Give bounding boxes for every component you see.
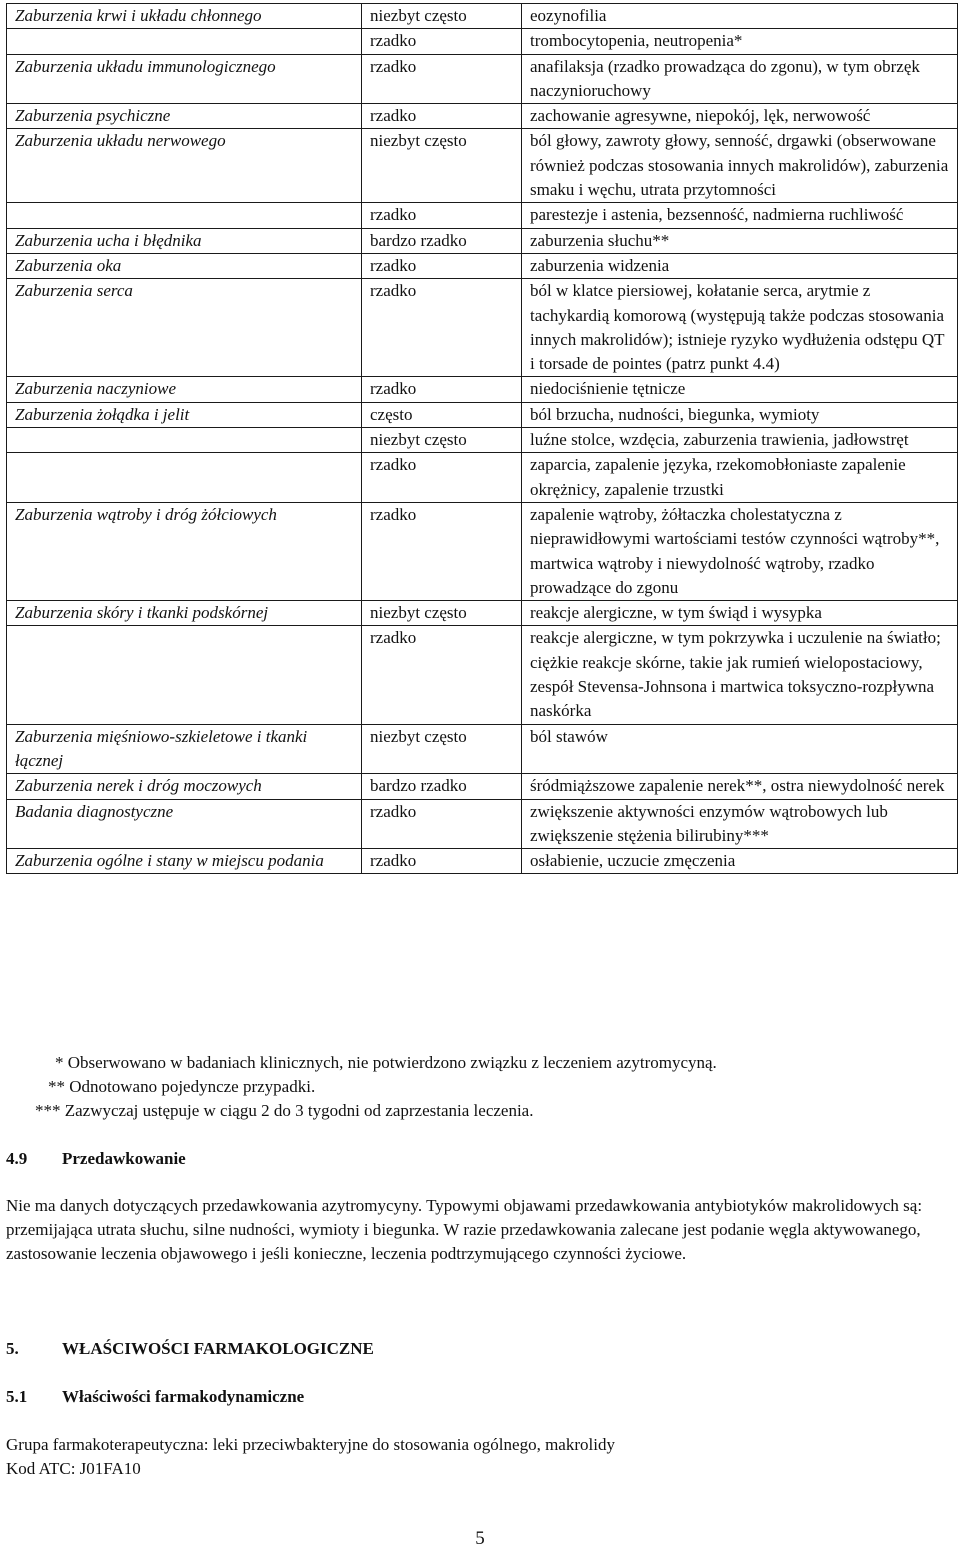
organ-class-cell: Zaburzenia układu immunologicznego <box>7 54 362 104</box>
section-number: 5.1 <box>6 1387 28 1406</box>
section-title: Właściwości farmakodynamiczne <box>62 1387 305 1406</box>
frequency-cell: rzadko <box>362 502 522 600</box>
table-footnotes <box>0 1051 960 1123</box>
reaction-cell: niedociśnienie tętnicze <box>522 377 958 402</box>
frequency-cell: niezbyt często <box>362 428 522 453</box>
section-title: WŁAŚCIWOŚCI FARMAKOLOGICZNE <box>62 1339 374 1358</box>
frequency-cell: rzadko <box>362 29 522 54</box>
organ-class-cell: Zaburzenia układu nerwowego <box>7 129 362 203</box>
section-number: 5. <box>6 1339 19 1358</box>
frequency-cell: niezbyt często <box>362 724 522 774</box>
adverse-reactions-table <box>6 3 958 874</box>
organ-class-cell: Zaburzenia wątroby i dróg żółciowych <box>7 502 362 600</box>
reaction-cell: trombocytopenia, neutropenia* <box>522 29 958 54</box>
table-row <box>7 428 958 453</box>
organ-class-cell: Zaburzenia krwi i układu chłonnego <box>7 4 362 29</box>
reaction-cell: zaparcia, zapalenie języka, rzekomobłoniaste zapalenie okrężnicy, zapalenie trzustki <box>522 453 958 503</box>
organ-class-cell <box>7 203 362 228</box>
organ-class-cell: Zaburzenia serca <box>7 279 362 377</box>
table-row <box>7 228 958 253</box>
table-row <box>7 104 958 129</box>
frequency-cell: rzadko <box>362 453 522 503</box>
organ-class-cell: Zaburzenia mięśniowo-szkieletowe i tkanki łącznej <box>7 724 362 774</box>
table-row <box>7 54 958 104</box>
frequency-cell: niezbyt często <box>362 601 522 626</box>
frequency-cell: bardzo rzadko <box>362 228 522 253</box>
table-row <box>7 29 958 54</box>
footnote: *** Zazwyczaj ustępuje w ciągu 2 do 3 tygodni od zaprzestania leczenia. <box>35 1101 534 1120</box>
organ-class-cell: Zaburzenia oka <box>7 253 362 278</box>
footnote: ** Odnotowano pojedyncze przypadki. <box>48 1077 316 1096</box>
frequency-cell: bardzo rzadko <box>362 774 522 799</box>
organ-class-cell <box>7 29 362 54</box>
frequency-cell: rzadko <box>362 799 522 849</box>
table-row <box>7 129 958 203</box>
page-number: 5 <box>475 1528 485 1549</box>
table-row <box>7 799 958 849</box>
frequency-cell: rzadko <box>362 626 522 724</box>
section-number: 4.9 <box>6 1149 28 1168</box>
atc-code: Kod ATC: J01FA10 <box>6 1459 141 1478</box>
reaction-cell: ból brzucha, nudności, biegunka, wymioty <box>522 402 958 427</box>
reaction-cell: eozynofilia <box>522 4 958 29</box>
organ-class-cell: Zaburzenia naczyniowe <box>7 377 362 402</box>
frequency-cell: rzadko <box>362 54 522 104</box>
section-title: Przedawkowanie <box>62 1149 186 1168</box>
frequency-cell: rzadko <box>362 377 522 402</box>
reaction-cell: reakcje alergiczne, w tym pokrzywka i uczulenie na światło; ciężkie reakcje skórne, takie jak rumień wielopostaciowy, zespół Stevensa-Johnsona i martwica toksyczno-rozpływna naskórka <box>522 626 958 724</box>
organ-class-cell: Zaburzenia ucha i błędnika <box>7 228 362 253</box>
frequency-cell: rzadko <box>362 203 522 228</box>
frequency-cell: rzadko <box>362 279 522 377</box>
reaction-cell: anafilaksja (rzadko prowadząca do zgonu), w tym obrzęk naczynioruchowy <box>522 54 958 104</box>
table-row <box>7 377 958 402</box>
reaction-cell: osłabienie, uczucie zmęczenia <box>522 849 958 874</box>
table-row <box>7 279 958 377</box>
organ-class-cell: Badania diagnostyczne <box>7 799 362 849</box>
overdose-paragraph: Nie ma danych dotyczących przedawkowania azytromycyny. Typowymi objawami przedawkowania antybiotyków makrolidowych są: przemijająca utrata słuchu, silne nudności, wymioty i biegunka. W razie przedawkowania zalecane jest podanie węgla aktywowanego, zastosowanie leczenia objawowego i jeśli konieczne, leczenia podtrzymującego czynności życiowe. <box>6 1196 923 1264</box>
reaction-cell: zachowanie agresywne, niepokój, lęk, nerwowość <box>522 104 958 129</box>
footnote: * Obserwowano w badaniach klinicznych, nie potwierdzono związku z leczeniem azytromycyną. <box>55 1053 717 1072</box>
table-row <box>7 453 958 503</box>
reaction-cell: zwiększenie aktywności enzymów wątrobowych lub zwiększenie stężenia bilirubiny*** <box>522 799 958 849</box>
organ-class-cell: Zaburzenia psychiczne <box>7 104 362 129</box>
frequency-cell: rzadko <box>362 849 522 874</box>
organ-class-cell: Zaburzenia żołądka i jelit <box>7 402 362 427</box>
organ-class-cell: Zaburzenia nerek i dróg moczowych <box>7 774 362 799</box>
table-row <box>7 402 958 427</box>
organ-class-cell: Zaburzenia ogólne i stany w miejscu podania <box>7 849 362 874</box>
organ-class-cell <box>7 453 362 503</box>
frequency-cell: niezbyt często <box>362 4 522 29</box>
pharmacotherapeutic-group: Grupa farmakoterapeutyczna: leki przeciwbakteryjne do stosowania ogólnego, makrolidy <box>6 1435 615 1454</box>
frequency-cell: niezbyt często <box>362 129 522 203</box>
reaction-cell: ból w klatce piersiowej, kołatanie serca, arytmie z tachykardią komorową (występują także podczas stosowania innych makrolidów); istnieje ryzyko wydłużenia odstępu QT i torsade de pointes (patrz punkt 4.4) <box>522 279 958 377</box>
table-row <box>7 601 958 626</box>
frequency-cell: często <box>362 402 522 427</box>
table-row <box>7 774 958 799</box>
table-row <box>7 203 958 228</box>
frequency-cell: rzadko <box>362 104 522 129</box>
organ-class-cell <box>7 428 362 453</box>
reaction-cell: parestezje i astenia, bezsenność, nadmierna ruchliwość <box>522 203 958 228</box>
reaction-cell: ból stawów <box>522 724 958 774</box>
section-heading-5-1 <box>6 1385 304 1409</box>
section-heading-5 <box>6 1337 374 1361</box>
table-row <box>7 253 958 278</box>
table-row <box>7 849 958 874</box>
organ-class-cell <box>7 626 362 724</box>
section-heading-4-9 <box>6 1147 186 1171</box>
organ-class-cell: Zaburzenia skóry i tkanki podskórnej <box>7 601 362 626</box>
reaction-cell: zapalenie wątroby, żółtaczka cholestatyczna z nieprawidłowymi wartościami testów czynności wątroby**, martwica wątroby i niewydolność wątroby, rzadko prowadzące do zgonu <box>522 502 958 600</box>
table-row <box>7 626 958 724</box>
reaction-cell: śródmiąższowe zapalenie nerek**, ostra niewydolność nerek <box>522 774 958 799</box>
frequency-cell: rzadko <box>362 253 522 278</box>
table-row <box>7 4 958 29</box>
table-row <box>7 502 958 600</box>
reaction-cell: reakcje alergiczne, w tym świąd i wysypka <box>522 601 958 626</box>
reaction-cell: zaburzenia słuchu** <box>522 228 958 253</box>
table-row <box>7 724 958 774</box>
reaction-cell: luźne stolce, wzdęcia, zaburzenia trawienia, jadłowstręt <box>522 428 958 453</box>
reaction-cell: ból głowy, zawroty głowy, senność, drgawki (obserwowane również podczas stosowania innych makrolidów), zaburzenia smaku i węchu, utrata przytomności <box>522 129 958 203</box>
reaction-cell: zaburzenia widzenia <box>522 253 958 278</box>
